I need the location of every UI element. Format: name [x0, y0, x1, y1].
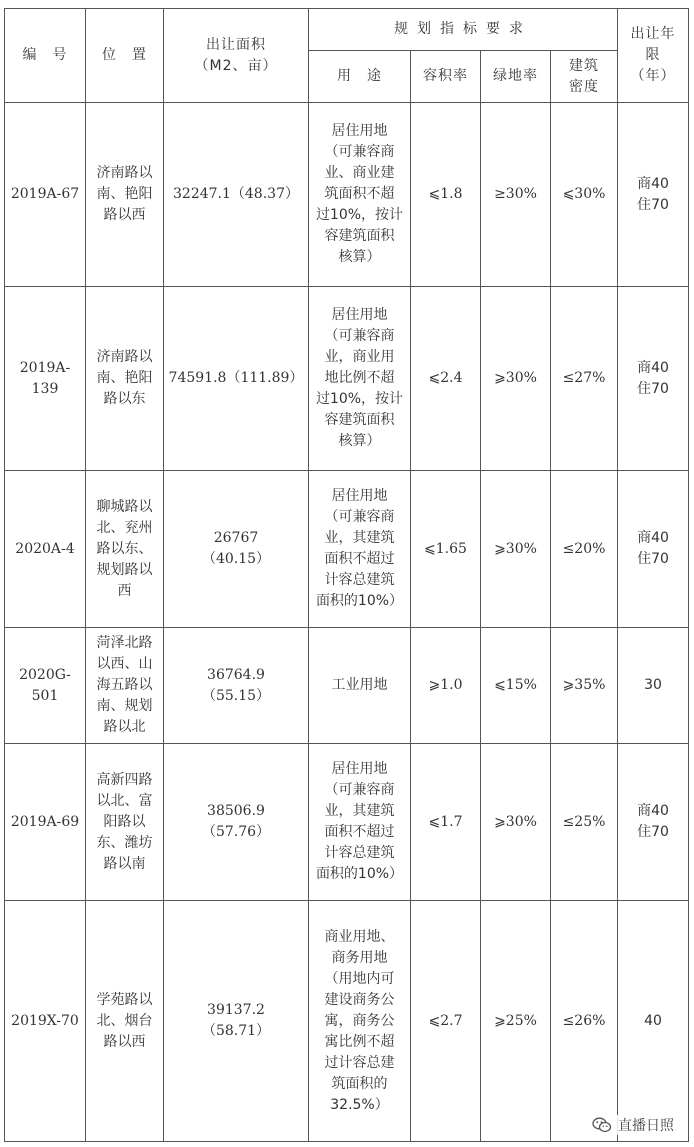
cell-density: ≤26% — [551, 901, 618, 1142]
cell-density: ⩾35% — [551, 628, 618, 744]
table-row — [5, 287, 689, 471]
cell-far: ⩽1.8 — [411, 103, 481, 287]
cell-green: ≥30% — [481, 103, 551, 287]
header-far: 容积率 — [411, 51, 481, 103]
header-area-label: 出让面积 — [206, 36, 266, 53]
cell-location: 聊城路以 北、兖州 路以东、 规划路以 西 — [86, 471, 164, 628]
header-use: 用 途 — [309, 51, 411, 103]
cell-term: 40 — [618, 901, 689, 1142]
cell-green: ⩾30% — [481, 744, 551, 901]
table-row — [5, 744, 689, 901]
land-transfer-table — [4, 8, 689, 1142]
cell-term: 30 — [618, 628, 689, 744]
cell-code: 2019A- 139 — [5, 287, 86, 471]
cell-location: 学苑路以 北、烟台 路以西 — [86, 901, 164, 1142]
table-row — [5, 901, 689, 1142]
cell-term: 商40 住70 — [618, 103, 689, 287]
cell-green: ⩾30% — [481, 287, 551, 471]
cell-far: ⩽1.7 — [411, 744, 481, 901]
cell-area: 26767 （40.15） — [164, 471, 309, 628]
cell-density: ≤20% — [551, 471, 618, 628]
cell-use: 居住用地 （可兼容商 业，其建筑 面积不超过 计容总建筑 面积的10%） — [309, 471, 411, 628]
cell-location: 高新四路 以北、富 阳路以 东、潍坊 路以南 — [86, 744, 164, 901]
cell-green: ⩾25% — [481, 901, 551, 1142]
header-area — [164, 9, 309, 103]
header-green: 绿地率 — [481, 51, 551, 103]
cell-far: ⩽2.7 — [411, 901, 481, 1142]
cell-area: 39137.2 （58.71） — [164, 901, 309, 1142]
header-density: 建筑 密度 — [551, 51, 618, 103]
cell-use: 工业用地 — [309, 628, 411, 744]
cell-code: 2020A-4 — [5, 471, 86, 628]
header-location: 位 置 — [86, 9, 164, 103]
header-area-unit: （M2、亩） — [194, 57, 278, 74]
cell-code: 2019A-67 — [5, 103, 86, 287]
cell-far: ⩽1.65 — [411, 471, 481, 628]
header-plan-group: 规划指标要求 — [309, 9, 618, 51]
cell-green: ⩽15% — [481, 628, 551, 744]
cell-area: 32247.1（48.37） — [164, 103, 309, 287]
watermark — [590, 1115, 676, 1135]
watermark-text: 直播日照 — [618, 1118, 674, 1134]
cell-use: 商业用地、 商务用地 （用地内可 建设商务公 寓，商务公 寓比例不超 过计容总建 筑面积的 32.5%） — [309, 901, 411, 1142]
cell-green: ⩾30% — [481, 471, 551, 628]
cell-term: 商40 住70 — [618, 744, 689, 901]
cell-area: 38506.9 （57.76） — [164, 744, 309, 901]
header-term: 出让年 限 （年） — [618, 9, 689, 103]
cell-term: 商40 住70 — [618, 287, 689, 471]
cell-use: 居住用地 （可兼容商 业、商业建 筑面积不超 过10%，按计 容建筑面积 核算） — [309, 103, 411, 287]
cell-far: ⩽2.4 — [411, 287, 481, 471]
cell-area: 74591.8（111.89） — [164, 287, 309, 471]
cell-area: 36764.9 （55.15） — [164, 628, 309, 744]
cell-code: 2019A-69 — [5, 744, 86, 901]
cell-density: ⩽30% — [551, 103, 618, 287]
cell-term: 商40 住70 — [618, 471, 689, 628]
cell-density: ≤27% — [551, 287, 618, 471]
cell-use: 居住用地 （可兼容商 业，商业用 地比例不超 过10%，按计 容建筑面积 核算） — [309, 287, 411, 471]
table-row — [5, 471, 689, 628]
header-code: 编 号 — [5, 9, 86, 103]
table-row — [5, 103, 689, 287]
wechat-icon — [592, 1117, 612, 1133]
cell-use: 居住用地 （可兼容商 业，其建筑 面积不超过 计容总建筑 面积的10%） — [309, 744, 411, 901]
cell-location: 菏泽北路 以西、山 海五路以 南、规划 路以北 — [86, 628, 164, 744]
table-row — [5, 628, 689, 744]
cell-density: ≤25% — [551, 744, 618, 901]
cell-code: 2019X-70 — [5, 901, 86, 1142]
cell-code: 2020G- 501 — [5, 628, 86, 744]
cell-location: 济南路以 南、艳阳 路以东 — [86, 287, 164, 471]
cell-location: 济南路以 南、艳阳 路以西 — [86, 103, 164, 287]
cell-far: ⩾1.0 — [411, 628, 481, 744]
header-row-1 — [5, 9, 689, 51]
